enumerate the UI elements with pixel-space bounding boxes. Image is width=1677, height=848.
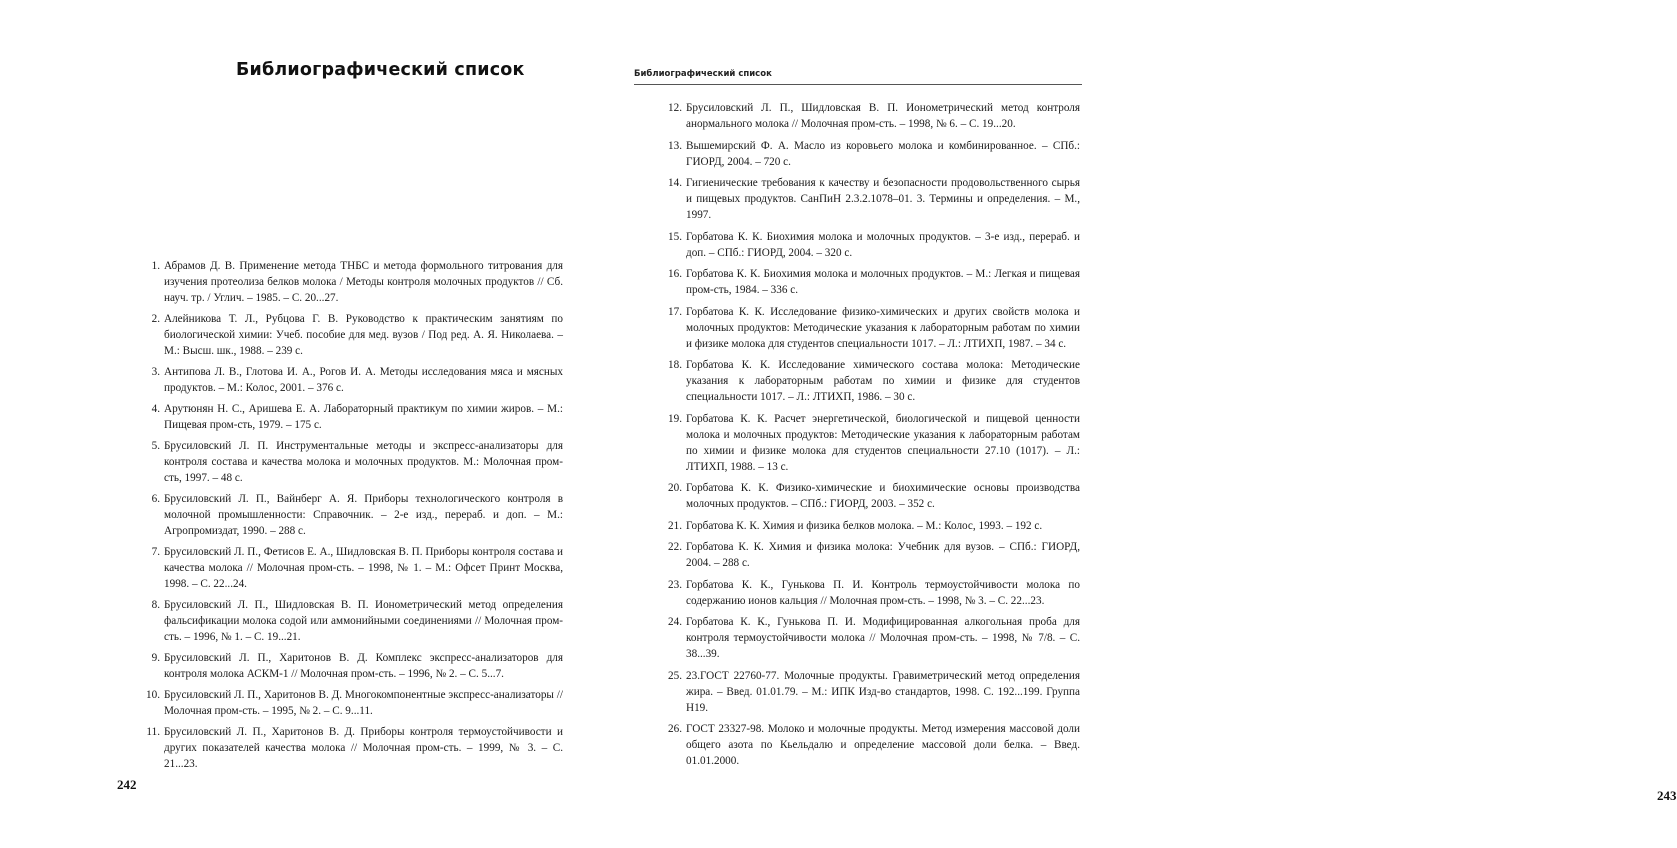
reference-item [140, 258, 563, 306]
reference-text: ГОСТ 23327-98. Молоко и молочные продукты. Метод измерения массовой доли общего азота по Кьельдалю и определение массовой доли белка. – Введ. 01.01.2000. [686, 723, 1080, 767]
left-page [0, 0, 600, 848]
reference-number: 11. [146, 726, 160, 738]
reference-text: Брусиловский Л. П., Фетисов Е. А., Шидловская В. П. Приборы контроля состава и качества молока // Молочная пром-сть. – 1998, № 1. – М.: Офсет Принт Москва, 1998. – С. 22...24. [164, 546, 563, 590]
reference-text: 23.ГОСТ 22760-77. Молочные продукты. Гравиметрический метод определения жира. – Введ. 01.01.79. – М.: ИПК Изд-во стандартов, 1998. С. 192...199. Группа Н19. [686, 669, 1080, 714]
reference-text: Брусиловский Л. П., Харитонов В. Д. Комплекс экспресс-анализаторов для контроля молока АСКМ-1 // Молочная пром-сть. – 1996, № 2. – С. 5...7. [164, 652, 563, 680]
reference-item [140, 597, 563, 645]
reference-item [140, 724, 563, 772]
reference-number: 21. [668, 519, 682, 532]
reference-text: Брусиловский Л. П., Харитонов В. Д. Многокомпонентные экспресс-анализаторы // Молочная пром-сть. – 1995, № 2. – С. 9...11. [164, 689, 563, 717]
reference-item [662, 614, 1080, 662]
reference-list-right [662, 100, 1080, 775]
right-page [600, 0, 1677, 848]
reference-number: 14. [668, 177, 682, 189]
reference-item [662, 668, 1080, 716]
reference-number: 18. [668, 359, 682, 371]
reference-item [140, 401, 563, 433]
reference-number: 20. [668, 482, 682, 494]
reference-item [662, 411, 1080, 475]
reference-text: Арутюнян Н. С., Аришева Е. А. Лабораторный практикум по химии жиров. – М.: Пищевая пром-сть, 1979. – 175 с. [164, 403, 563, 431]
reference-text: Горбатова К. К. Расчет энергетической, биологической и пищевой ценности молока и молочных продуктов: Методические указания к лабораторным работам по химии и физике молока для студентов специальности 27.10 (1017). – Л.: ЛТИХП, 1988. – 13 с. [686, 412, 1080, 473]
reference-item [662, 229, 1080, 261]
reference-text: Брусиловский Л. П., Вайнберг А. Я. Приборы технологического контроля в молочной промышленности: Справочник. – 2-е изд., перераб. и доп. – М.: Агропромиздат, 1990. – 288 с. [164, 493, 563, 537]
reference-text: Горбатова К. К. Исследование физико-химических и других свойств молока и молочных продуктов: Методические указания к лабораторным работам по химии и физике молока для студентов специальности 1017. – Л.: ЛТИХП, 1987. – 34 с. [686, 305, 1080, 350]
reference-number: 2. [151, 313, 160, 325]
reference-item [140, 544, 563, 592]
reference-item [662, 304, 1080, 352]
reference-number: 19. [668, 412, 682, 425]
reference-number: 9. [151, 652, 160, 664]
reference-number: 10. [146, 689, 160, 701]
reference-text: Горбатова К. К. Химия и физика белков молока. – М.: Колос, 1993. – 192 с. [686, 519, 1043, 532]
reference-number: 8. [151, 599, 160, 611]
reference-item [662, 721, 1080, 769]
page-number-right: 243 [1657, 788, 1677, 803]
reference-number: 13. [668, 139, 682, 152]
reference-number: 25. [668, 669, 682, 682]
reference-item [140, 311, 563, 359]
reference-text: Брусиловский Л. П., Харитонов В. Д. Приборы контроля термоустойчивости и других показателей качества молока // Молочная пром-сть. – 1999, № 3. – С. 21...23. [164, 726, 563, 770]
reference-number: 22. [668, 541, 682, 553]
reference-number: 24. [668, 616, 682, 628]
reference-text: Горбатова К. К. Биохимия молока и молочных продуктов. – 3-е изд., перераб. и доп. – СПб.: ГИОРД, 2004. – 320 с. [686, 230, 1080, 259]
reference-number: 3. [151, 366, 160, 378]
reference-number: 1. [151, 260, 160, 272]
reference-number: 12. [668, 102, 682, 114]
reference-text: Вышемирский Ф. А. Масло из коровьего молока и комбинированное. – СПб.: ГИОРД, 2004. – 720 с. [686, 139, 1080, 168]
reference-number: 16. [668, 268, 682, 280]
reference-text: Брусиловский Л. П., Шидловская В. П. Ионометрический метод определения фальсификации молока содой или аммонийными соединениями // Молочная пром-сть. – 1996, № 1. – С. 19...21. [164, 599, 563, 643]
header-rule [634, 84, 1082, 85]
reference-text: Горбатова К. К., Гунькова П. И. Контроль термоустойчивости молока по содержанию ионов кальция // Молочная пром-сть. – 1998, № 3. – С. 22...23. [686, 578, 1080, 607]
reference-text: Брусиловский Л. П., Шидловская В. П. Ионометрический метод контроля анормального молока // Молочная пром-сть. – 1998, № 6. – С. 19...20. [686, 102, 1080, 130]
reference-number: 5. [151, 440, 160, 452]
reference-text: Алейникова Т. Л., Рубцова Г. В. Руководство к практическим занятиям по биологической химии: Учеб. пособие для мед. вузов / Под ред. А. Я. Николаева. – М.: Высш. шк., 1988. – 239 с. [164, 313, 563, 357]
reference-text: Антипова Л. В., Глотова И. А., Рогов И. А. Методы исследования мяса и мясных продуктов. – М.: Колос, 2001. – 376 с. [164, 366, 563, 394]
reference-item [662, 266, 1080, 298]
reference-list-left [140, 258, 563, 777]
reference-item [140, 491, 563, 539]
reference-item [662, 138, 1080, 170]
reference-item [140, 364, 563, 396]
page-number-left: 242 [117, 777, 137, 792]
reference-item [662, 357, 1080, 405]
reference-text: Горбатова К. К. Исследование химического состава молока: Методические указания к лабораторным работам по химии и физике для студентов специальности 1017. – Л.: ЛТИХП, 1986. – 30 с. [686, 359, 1080, 403]
reference-item [662, 100, 1080, 132]
reference-item [662, 577, 1080, 609]
reference-text: Абрамов Д. В. Применение метода ТНБС и метода формольного титрования для изучения протеолиза белков молока / Методы контроля молочных продуктов // Сб. науч. тр. / Углич. – 1985. – С. 20...27. [164, 260, 563, 304]
reference-item [662, 518, 1080, 534]
reference-text: Гигиенические требования к качеству и безопасности продовольственного сырья и пищевых продуктов. СанПиН 2.3.2.1078–01. 3. Термины и определения. – М., 1997. [686, 177, 1080, 221]
reference-number: 23. [668, 578, 682, 591]
reference-item [662, 480, 1080, 512]
reference-item [662, 539, 1080, 571]
reference-number: 7. [151, 546, 160, 558]
reference-number: 6. [151, 493, 160, 505]
reference-number: 4. [151, 403, 160, 415]
reference-number: 17. [668, 305, 682, 318]
reference-text: Горбатова К. К., Гунькова П. И. Модифицированная алкогольная проба для контроля термоустойчивости молока // Молочная пром-сть. – 1998, № 7/8. – С. 38...39. [686, 616, 1080, 660]
reference-item [140, 687, 563, 719]
running-head: Библиографический список [634, 69, 772, 79]
reference-number: 15. [668, 230, 682, 243]
reference-text: Брусиловский Л. П. Инструментальные методы и экспресс-анализаторы для контроля состава и качества молока и молочных продуктов. М.: Молочная пром-сть, 1997. – 48 с. [164, 440, 563, 484]
reference-text: Горбатова К. К. Химия и физика молока: Учебник для вузов. – СПб.: ГИОРД, 2004. – 288 с. [686, 541, 1080, 569]
reference-item [140, 650, 563, 682]
reference-number: 26. [668, 723, 682, 735]
chapter-title: Библиографический список [236, 60, 525, 80]
reference-item [662, 175, 1080, 223]
reference-item [140, 438, 563, 486]
reference-text: Горбатова К. К. Физико-химические и биохимические основы производства молочных продуктов. – СПб.: ГИОРД, 2003. – 352 с. [686, 482, 1080, 510]
reference-text: Горбатова К. К. Биохимия молока и молочных продуктов. – М.: Легкая и пищевая пром-сть, 1984. – 336 с. [686, 268, 1080, 296]
